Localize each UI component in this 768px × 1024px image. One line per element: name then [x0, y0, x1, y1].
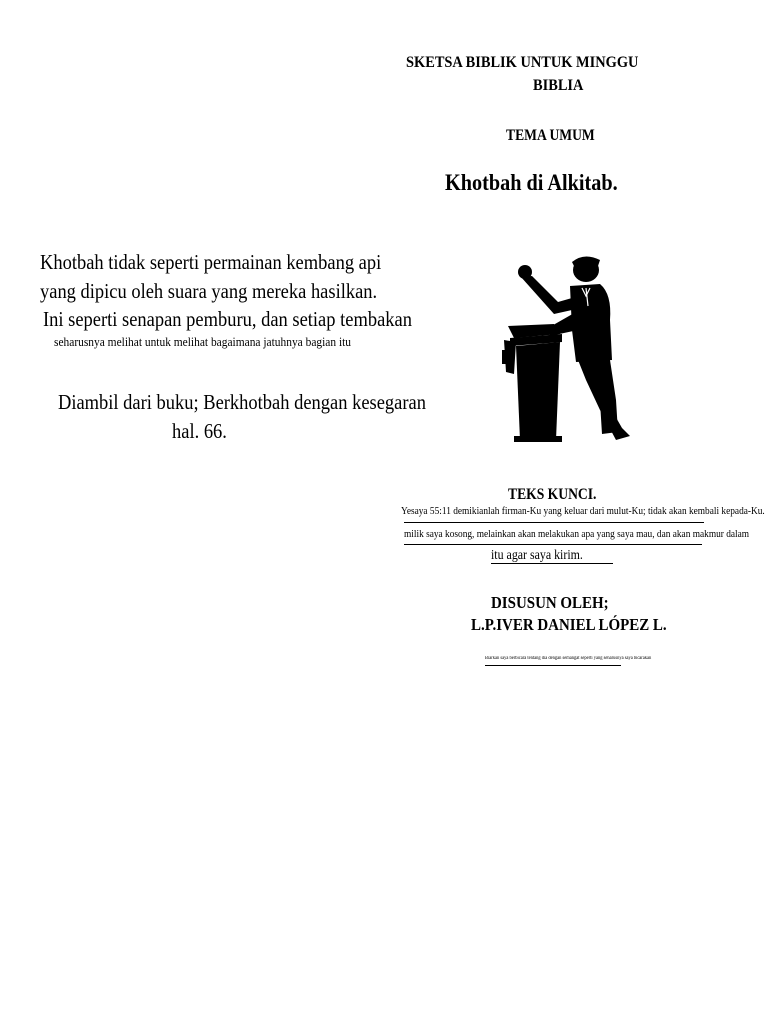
theme-label: TEMA UMUM	[506, 127, 595, 144]
underline-1	[404, 522, 704, 523]
key-verse-line-3: itu agar saya kirim.	[491, 548, 583, 563]
underline-3	[491, 563, 613, 564]
footer-underline	[485, 665, 621, 666]
key-verse-line-1: Yesaya 55:11 demikianlah firman-Ku yang keluar dari mulut-Ku; tidak akan kembali kepada-Ku.	[401, 505, 765, 517]
quote-line-2: yang dipicu oleh suara yang mereka hasilkan.	[40, 279, 378, 303]
author-name: L.P.IVER DANIEL LÓPEZ L.	[471, 615, 667, 634]
source-line-2: hal. 66.	[172, 419, 227, 443]
key-verse-line-2: milik saya kosong, melainkan akan melakukan apa yang saya mau, dan akan makmur dalam	[404, 528, 750, 540]
footer-note: Biarkan saya berbicara tentang dia dengan semangat seperti yang seharusnya saya bicarakan	[485, 656, 652, 661]
quote-line-3: Ini seperti senapan pemburu, dan setiap tembakan	[43, 307, 412, 331]
source-line-1: Diambil dari buku; Berkhotbah dengan kesegaran	[58, 390, 426, 414]
key-text-label: TEKS KUNCI.	[508, 486, 597, 503]
header-line-2: BIBLIA	[533, 77, 584, 94]
sermon-title: Khotbah di Alkitab.	[445, 170, 618, 195]
preacher-at-pulpit-icon	[488, 250, 638, 450]
quote-line-4: seharusnya melihat untuk melihat bagaimana jatuhnya bagian itu	[54, 334, 352, 349]
underline-2	[404, 544, 702, 545]
header-line-1: SKETSA BIBLIK UNTUK MINGGU	[406, 54, 639, 71]
compiled-by-label: DISUSUN OLEH;	[491, 593, 609, 612]
quote-line-1: Khotbah tidak seperti permainan kembang api	[40, 250, 382, 274]
